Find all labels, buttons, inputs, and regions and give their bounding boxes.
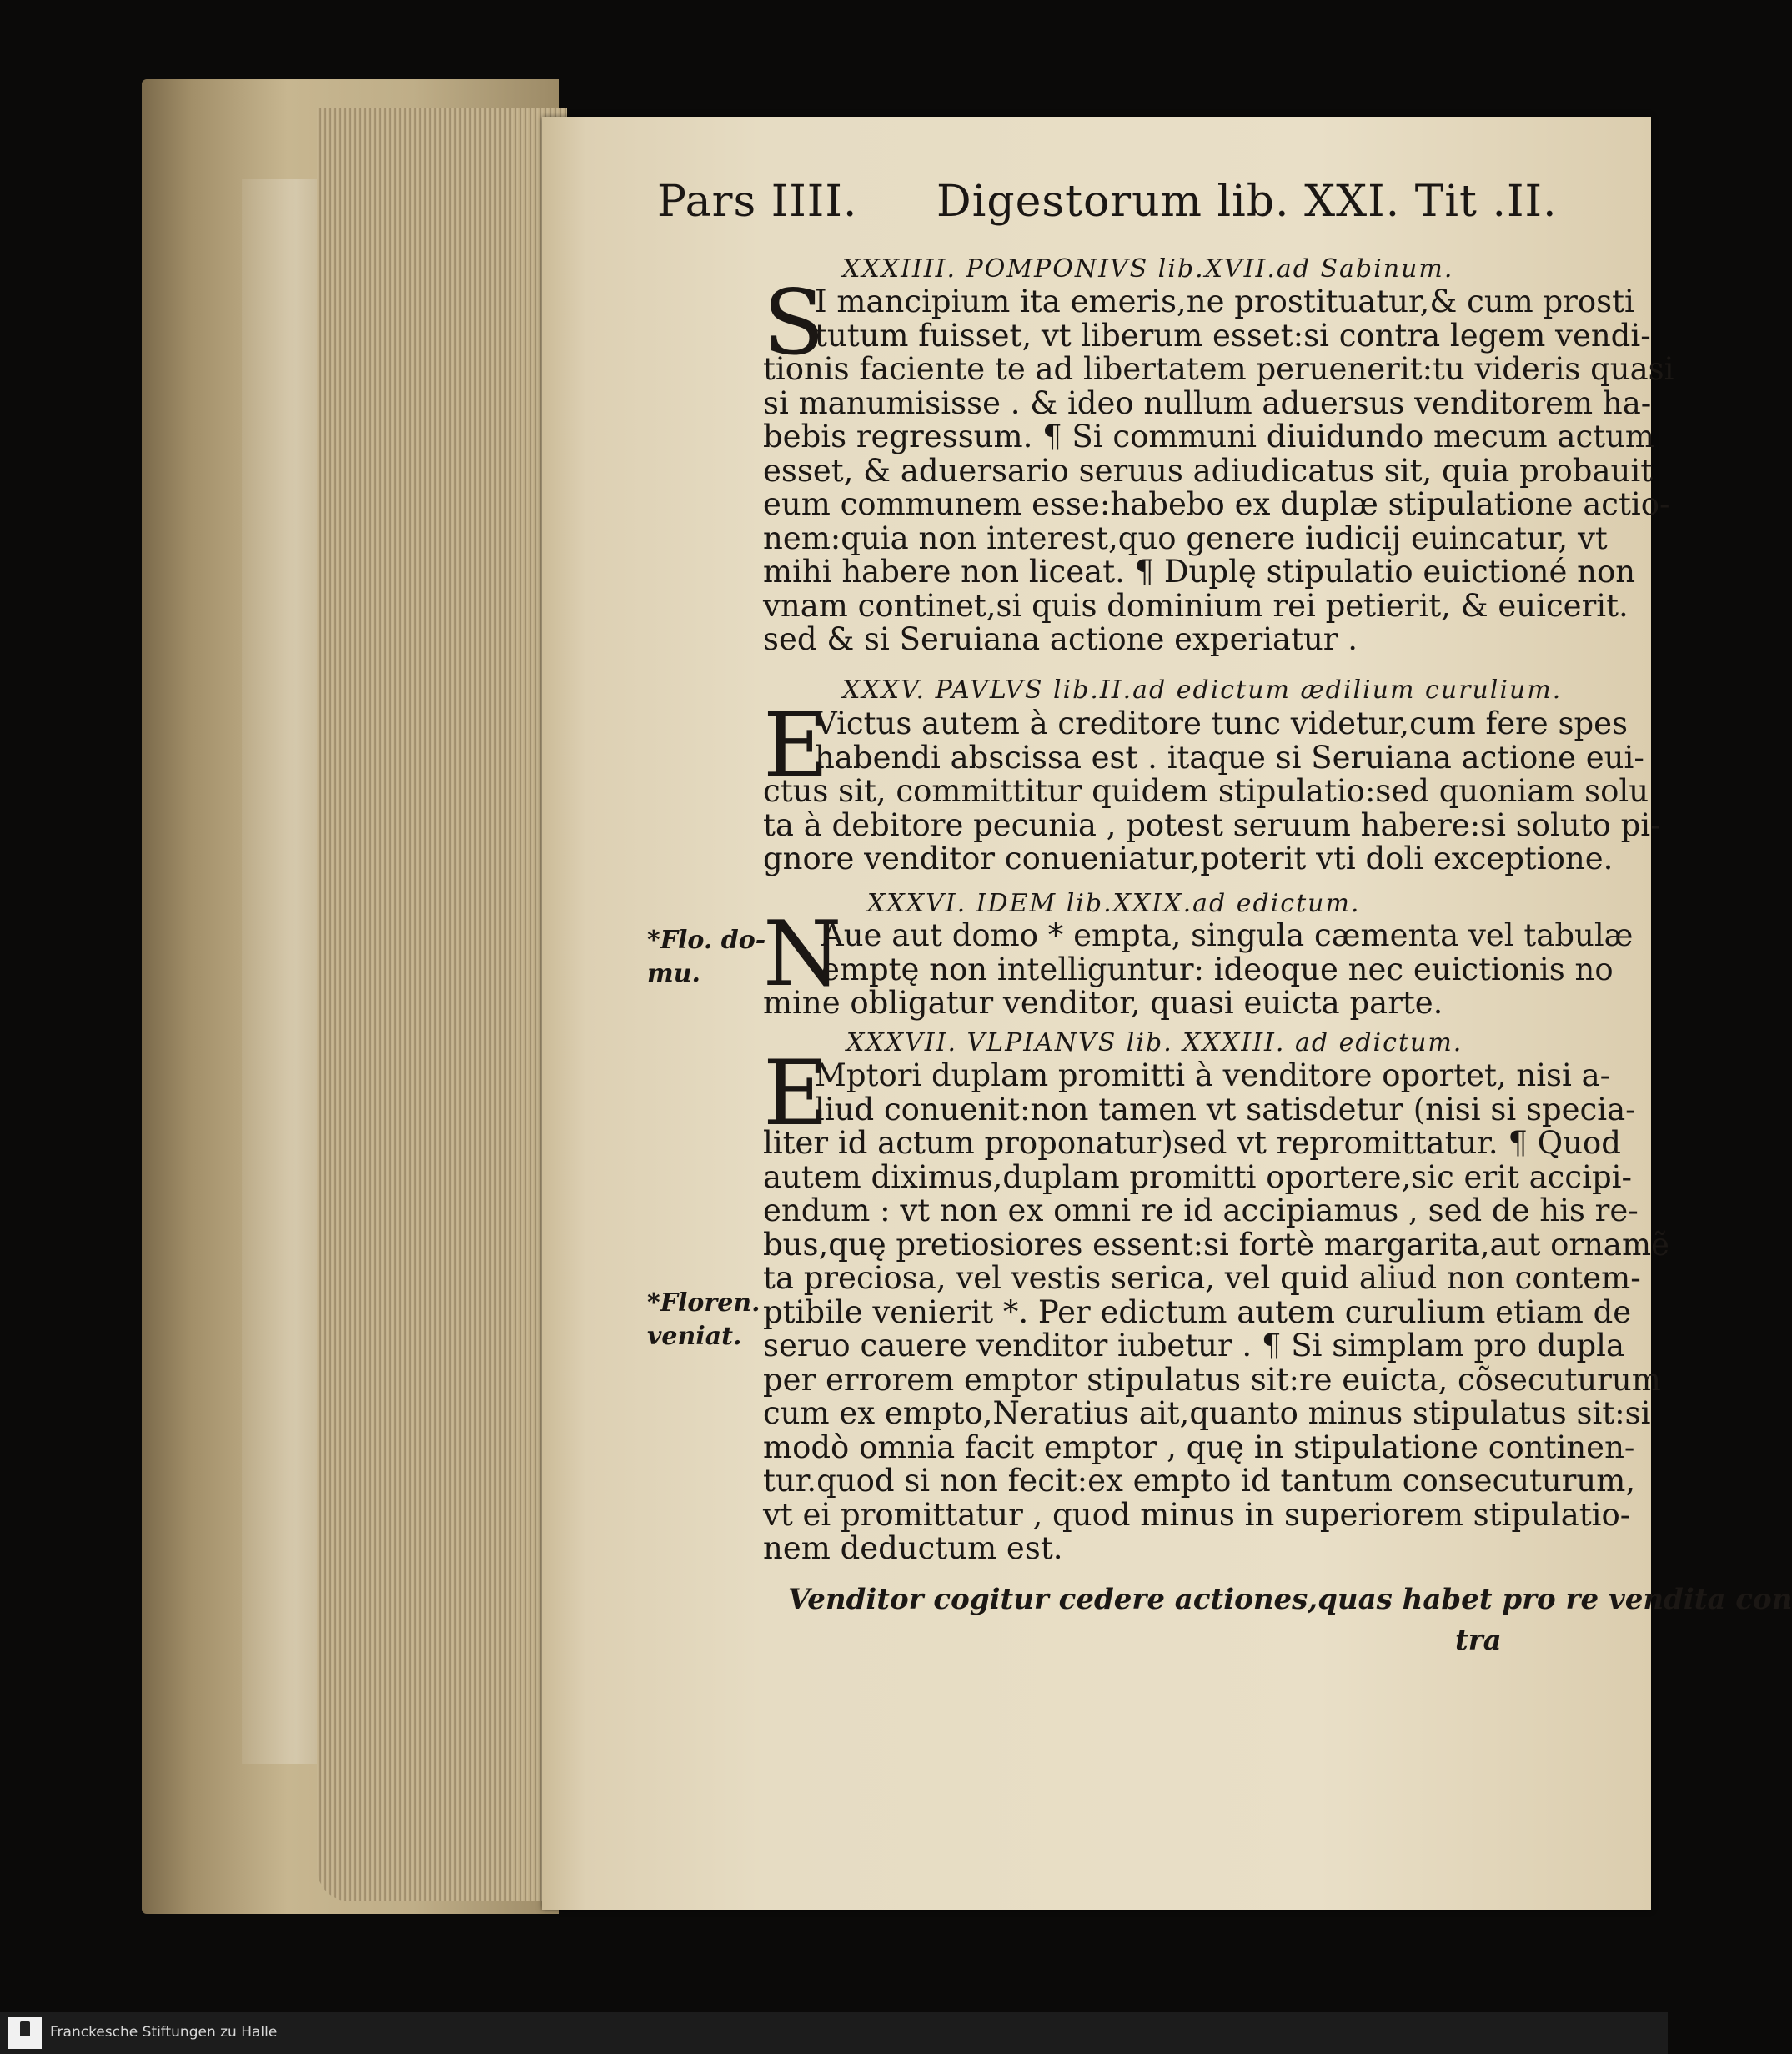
margin-note-line: *Flo. do- [647, 926, 766, 955]
text-line: seruo cauere venditor iubetur . ¶ Si simplam pro dupla [763, 1328, 1625, 1363]
text-line: vnam continet,si quis dominium rei petierit, & euicerit. [763, 587, 1629, 624]
section-heading: XXXV. PAVLVS lib.II.ad edictum ædilium curulium. [842, 675, 1563, 705]
institution-logo-icon [8, 2017, 42, 2049]
text-line: ta preciosa, vel vestis serica, vel quid aliud non contem- [763, 1260, 1641, 1296]
paragraph [763, 1057, 1669, 1566]
text-line: bebis regressum. ¶ Si communi diuidundo mecum actum [763, 419, 1654, 454]
footer-bar [0, 2012, 1668, 2054]
text-line: liud conuenit:non tamen vt satisdetur (nisi si specia- [815, 1091, 1636, 1127]
header-right: Digestorum lib. XXI. Tit .II. [936, 177, 1558, 227]
text-line: ctus sit, committitur quidem stipulatio:sed quoniam solu [763, 773, 1649, 809]
text-line: emptę non intelliguntur: ideoque nec euictionis no [821, 951, 1614, 987]
paragraph [763, 284, 1674, 657]
text-line: mihi habere non liceat. ¶ Duplę stipulatio euictioné non [763, 554, 1636, 590]
margin-note-line: *Floren. [647, 1288, 760, 1318]
text-line: autem diximus,duplam promitti oportere,sic erit accipi- [763, 1158, 1632, 1195]
text-line: endum : vt non ex omni re id accipiamus , sed de his re- [763, 1193, 1639, 1228]
text-line: liter id actum proponatur)sed vt repromittatur. ¶ Quod [763, 1125, 1621, 1161]
text-line: nem deductum est. [763, 1530, 1063, 1566]
text-line: mine obligatur venditor, quasi euicta parte. [763, 985, 1443, 1021]
margin-note [647, 1287, 760, 1353]
margin-note-line: veniat. [647, 1322, 742, 1351]
margin-note [647, 924, 765, 991]
section-heading: XXXVII. VLPIANVS lib. XXXIII. ad edictum. [846, 1028, 1463, 1057]
text-line: per errorem emptor stipulatus sit:re euicta, cõsecuturum [763, 1361, 1661, 1398]
text-line: si manumisisse . & ideo nullum aduersus venditorem ha- [763, 384, 1652, 421]
text-line: Aue aut domo * empta, singula cæmenta vel tabulæ [821, 917, 1634, 953]
text-line: tur.quod si non fecit:ex empto id tantum consecuturum, [763, 1463, 1636, 1499]
text-line: nem:quia non interest,quo genere iudicij euincatur, vt [763, 520, 1608, 556]
text-line: tutum fuisset, vt liberum esset:si contra legem vendi- [815, 317, 1651, 354]
drop-capital: E [763, 694, 829, 798]
section-heading: XXXIIII. POMPONIVS lib.XVII.ad Sabinum. [842, 254, 1454, 284]
section-heading: XXXVI. IDEM lib.XXIX.ad edictum. [867, 889, 1361, 918]
footer-institution: Franckesche Stiftungen zu Halle [50, 2024, 278, 2041]
text-line: ta à debitore pecunia , potest seruum habere:si soluto pi- [763, 806, 1661, 843]
paragraph [763, 694, 1661, 876]
text-line: tionis faciente te ad libertatem peruenerit:tu videris quasi [763, 351, 1674, 387]
drop-capital: S [763, 271, 825, 375]
margin-note-line: mu. [647, 959, 700, 988]
text-line: sed & si Seruiana actione experiatur . [763, 621, 1358, 657]
text-line: ptibile venierit *. Per edictum autem curulium etiam de [763, 1293, 1632, 1330]
text-line: habendi abscissa est . itaque si Seruiana actione eui- [815, 739, 1644, 776]
drop-capital: E [763, 1042, 829, 1146]
text-line: Victus autem à creditore tunc videtur,cum fere spes [815, 706, 1629, 741]
text-line: cum ex empto,Neratius ait,quanto minus stipulatus sit:si [763, 1395, 1651, 1431]
text-line: esset, & aduersario seruus adiudicatus sit, quia probauit [763, 452, 1654, 489]
text-line: gnore venditor conueniatur,poterit vti doli exceptione. [763, 841, 1614, 876]
text-line: I mancipium ita emeris,ne prostituatur,& cum prosti [815, 284, 1634, 319]
catchword: tra [1455, 1624, 1502, 1657]
text-line: vt ei promittatur , quod minus in superiorem stipulatio- [763, 1496, 1631, 1533]
paragraph [763, 917, 1634, 1021]
text-line: modò omnia facit emptor , quę in stipulatione continen- [763, 1429, 1635, 1465]
text-line: eum communem esse:habebo ex duplæ stipulatione actio- [763, 486, 1670, 522]
running-header [657, 177, 1558, 227]
text-line: Mptori duplam promitti à venditore oportet, nisi a- [815, 1057, 1611, 1093]
catchline: Venditor cogitur cedere actiones,quas habet pro re vendita con [788, 1583, 1792, 1616]
header-left: Pars IIII. [657, 177, 858, 227]
text-line: bus,quę pretiosiores essent:si fortè margarita,aut ornamẽ [763, 1226, 1669, 1263]
drop-capital: N [763, 902, 842, 1007]
